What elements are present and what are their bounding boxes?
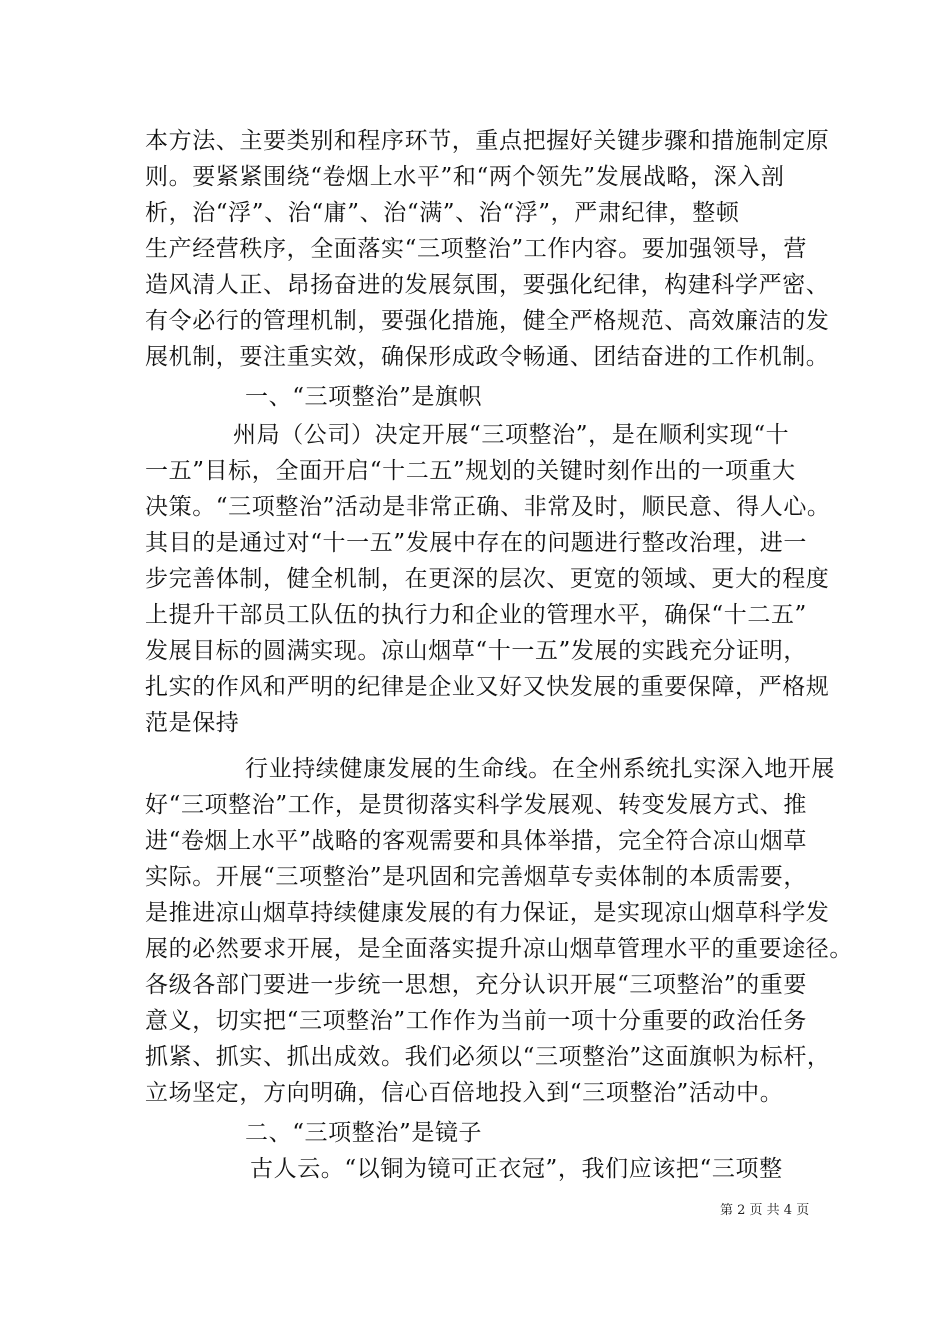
body-line: 范是保持 xyxy=(145,710,240,736)
body-line: 其目的是通过对“十一五”发展中存在的问题进行整改治理，进一 xyxy=(145,530,807,556)
body-line: 析，治“浮”、治“庸”、治“满”、治“浮”，严肃纪律，整顿 xyxy=(145,200,740,226)
body-line: 古人云。“以铜为镜可正衣冠”，我们应该把“三项整 xyxy=(250,1156,783,1182)
body-line: 一五”目标，全面开启“十二五”规划的关键时刻作出的一项重大 xyxy=(145,458,796,484)
body-line: 造风清人正、昂扬奋进的发展氛围，要强化纪律，构建科学严密、 xyxy=(145,272,830,298)
body-line: 本方法、主要类别和程序环节，重点把握好关键步骤和措施制定原 xyxy=(145,128,830,154)
body-line: 实际。开展“三项整治”是巩固和完善烟草专卖体制的本质需要， xyxy=(145,864,807,890)
body-line: 则。要紧紧围绕“卷烟上水平”和“两个领先”发展战略，深入剖 xyxy=(145,164,785,190)
body-line: 州局（公司）决定开展“三项整治”，是在顺利实现“十 xyxy=(233,422,790,448)
body-line: 是推进凉山烟草持续健康发展的有力保证，是实现凉山烟草科学发 xyxy=(145,900,830,926)
body-line: 步完善体制，健全机制，在更深的层次、更宽的领域、更大的程度 xyxy=(145,566,830,592)
body-line: 决策。“三项整治”活动是非常正确、非常及时，顺民意、得人心。 xyxy=(145,494,831,520)
section-heading: 一、“三项整治”是旗帜 xyxy=(245,384,483,410)
body-line: 展机制，要注重实效，确保形成政令畅通、团结奋进的工作机制。 xyxy=(145,344,830,370)
body-line: 意义，切实把“三项整治”工作作为当前一项十分重要的政治任务 xyxy=(145,1008,807,1034)
body-line: 好“三项整治”工作，是贯彻落实科学发展观、转变发展方式、推 xyxy=(145,792,807,818)
body-line: 生产经营秩序，全面落实“三项整治”工作内容。要加强领导，营 xyxy=(145,236,807,262)
body-line: 行业持续健康发展的生命线。在全州系统扎实深入地开展 xyxy=(245,756,835,782)
body-line: 立场坚定，方向明确，信心百倍地投入到“三项整治”活动中。 xyxy=(145,1080,784,1106)
body-line: 进“卷烟上水平”战略的客观需要和具体举措，完全符合凉山烟草 xyxy=(145,828,807,854)
body-line: 展的必然要求开展，是全面落实提升凉山烟草管理水平的重要途径。 xyxy=(145,936,853,962)
body-line: 各级各部门要进一步统一思想，充分认识开展“三项整治”的重要 xyxy=(145,972,807,998)
body-line: 扎实的作风和严明的纪律是企业又好又快发展的重要保障，严格规 xyxy=(145,674,830,700)
body-line: 抓紧、抓实、抓出成效。我们必须以“三项整治”这面旗帜为标杆， xyxy=(145,1044,831,1070)
body-line: 有令必行的管理机制，要强化措施，健全严格规范、高效廉洁的发 xyxy=(145,308,830,334)
section-heading: 二、“三项整治”是镜子 xyxy=(245,1120,483,1146)
body-line: 发展目标的圆满实现。凉山烟草“十一五”发展的实践充分证明， xyxy=(145,638,807,664)
body-line: 上提升干部员工队伍的执行力和企业的管理水平，确保“十二五” xyxy=(145,602,807,628)
page-footer: 第 2 页 共 4 页 xyxy=(720,1203,810,1218)
